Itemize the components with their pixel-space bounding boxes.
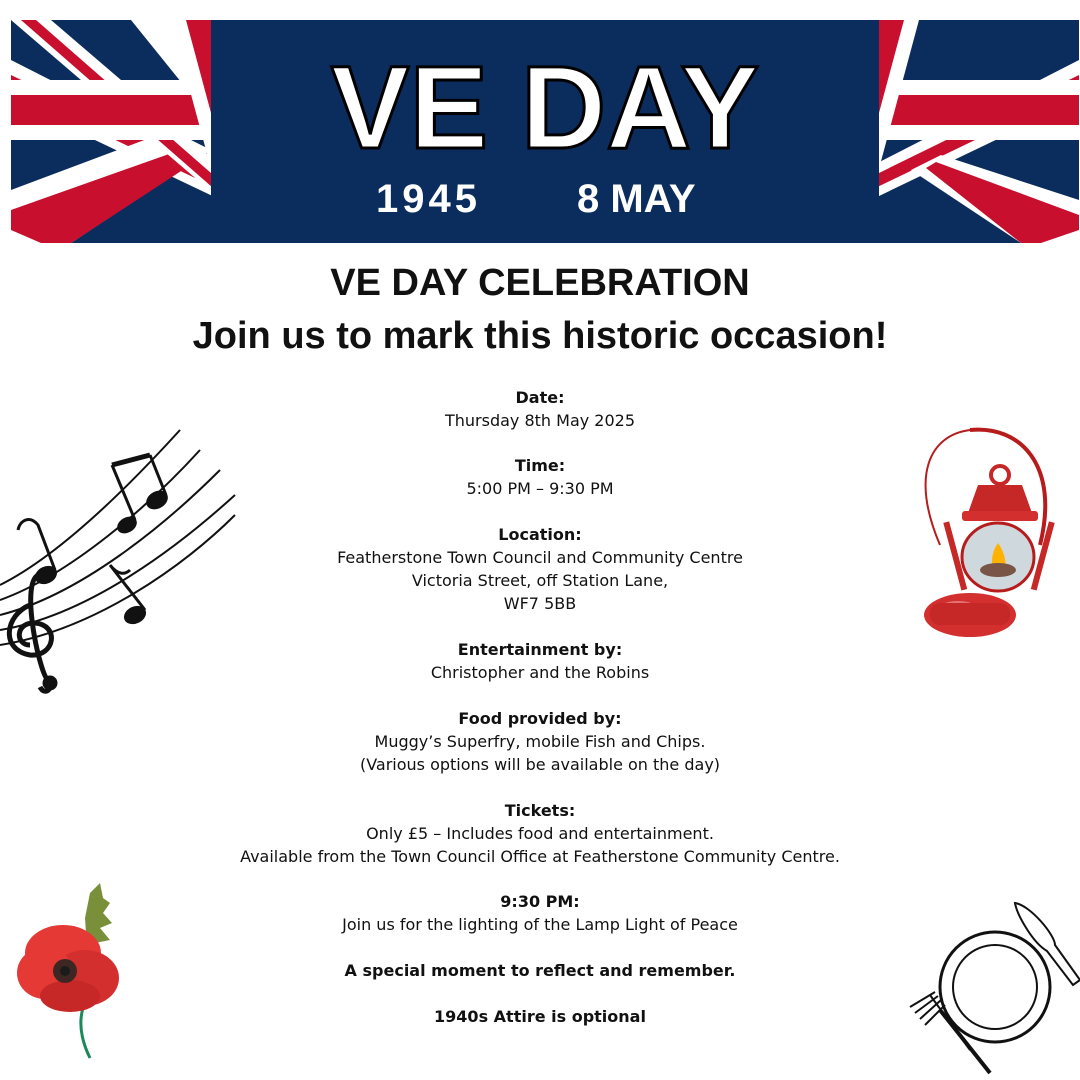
reflect-block xyxy=(140,959,940,982)
date-heading: Date: xyxy=(515,388,565,407)
lighting-block xyxy=(140,890,940,936)
poppy-icon xyxy=(15,878,125,1063)
lighting-heading: 9:30 PM: xyxy=(500,892,580,911)
attire-block xyxy=(140,1005,940,1028)
entertainment-block xyxy=(140,638,940,684)
location-line-1: Featherstone Town Council and Community Centre xyxy=(337,548,743,567)
food-heading: Food provided by: xyxy=(458,709,622,728)
entertainment-value: Christopher and the Robins xyxy=(430,663,650,682)
food-block xyxy=(140,707,940,776)
banner-title: VE DAY xyxy=(330,42,760,174)
date-block xyxy=(140,386,940,432)
lighting-value: Join us for the lighting of the Lamp Light of Peace xyxy=(342,915,738,934)
location-heading: Location: xyxy=(498,525,582,544)
banner-date: 8 MAY xyxy=(577,177,696,221)
music-notes-icon xyxy=(0,425,240,695)
location-line-2: Victoria Street, off Station Lane, xyxy=(411,571,669,590)
entertainment-heading: Entertainment by: xyxy=(457,640,623,659)
banner-year: 1945 xyxy=(376,177,481,221)
tickets-heading: Tickets: xyxy=(504,801,576,820)
ve-day-banner xyxy=(11,20,1079,243)
lantern-icon xyxy=(900,425,1055,645)
food-line-2: (Various options will be available on the day) xyxy=(359,755,721,774)
tickets-block xyxy=(140,799,940,868)
time-block xyxy=(140,454,940,500)
attire-text: 1940s Attire is optional xyxy=(434,1007,646,1026)
time-value: 5:00 PM – 9:30 PM xyxy=(466,479,614,498)
location-block xyxy=(140,523,940,615)
food-line-1: Muggy’s Superfry, mobile Fish and Chips. xyxy=(374,732,706,751)
tickets-line-2: Available from the Town Council Office at Featherstone Community Centre. xyxy=(240,847,840,866)
time-heading: Time: xyxy=(514,456,566,475)
tickets-line-1: Only £5 – Includes food and entertainment. xyxy=(366,824,714,843)
date-value: Thursday 8th May 2025 xyxy=(444,411,636,430)
reflect-text: A special moment to reflect and remember. xyxy=(344,961,736,980)
event-title: VE DAY CELEBRATION xyxy=(330,262,750,304)
location-line-3: WF7 5BB xyxy=(503,594,577,613)
plate-cutlery-icon xyxy=(905,895,1080,1075)
event-tagline: Join us to mark this historic occasion! xyxy=(192,315,888,357)
